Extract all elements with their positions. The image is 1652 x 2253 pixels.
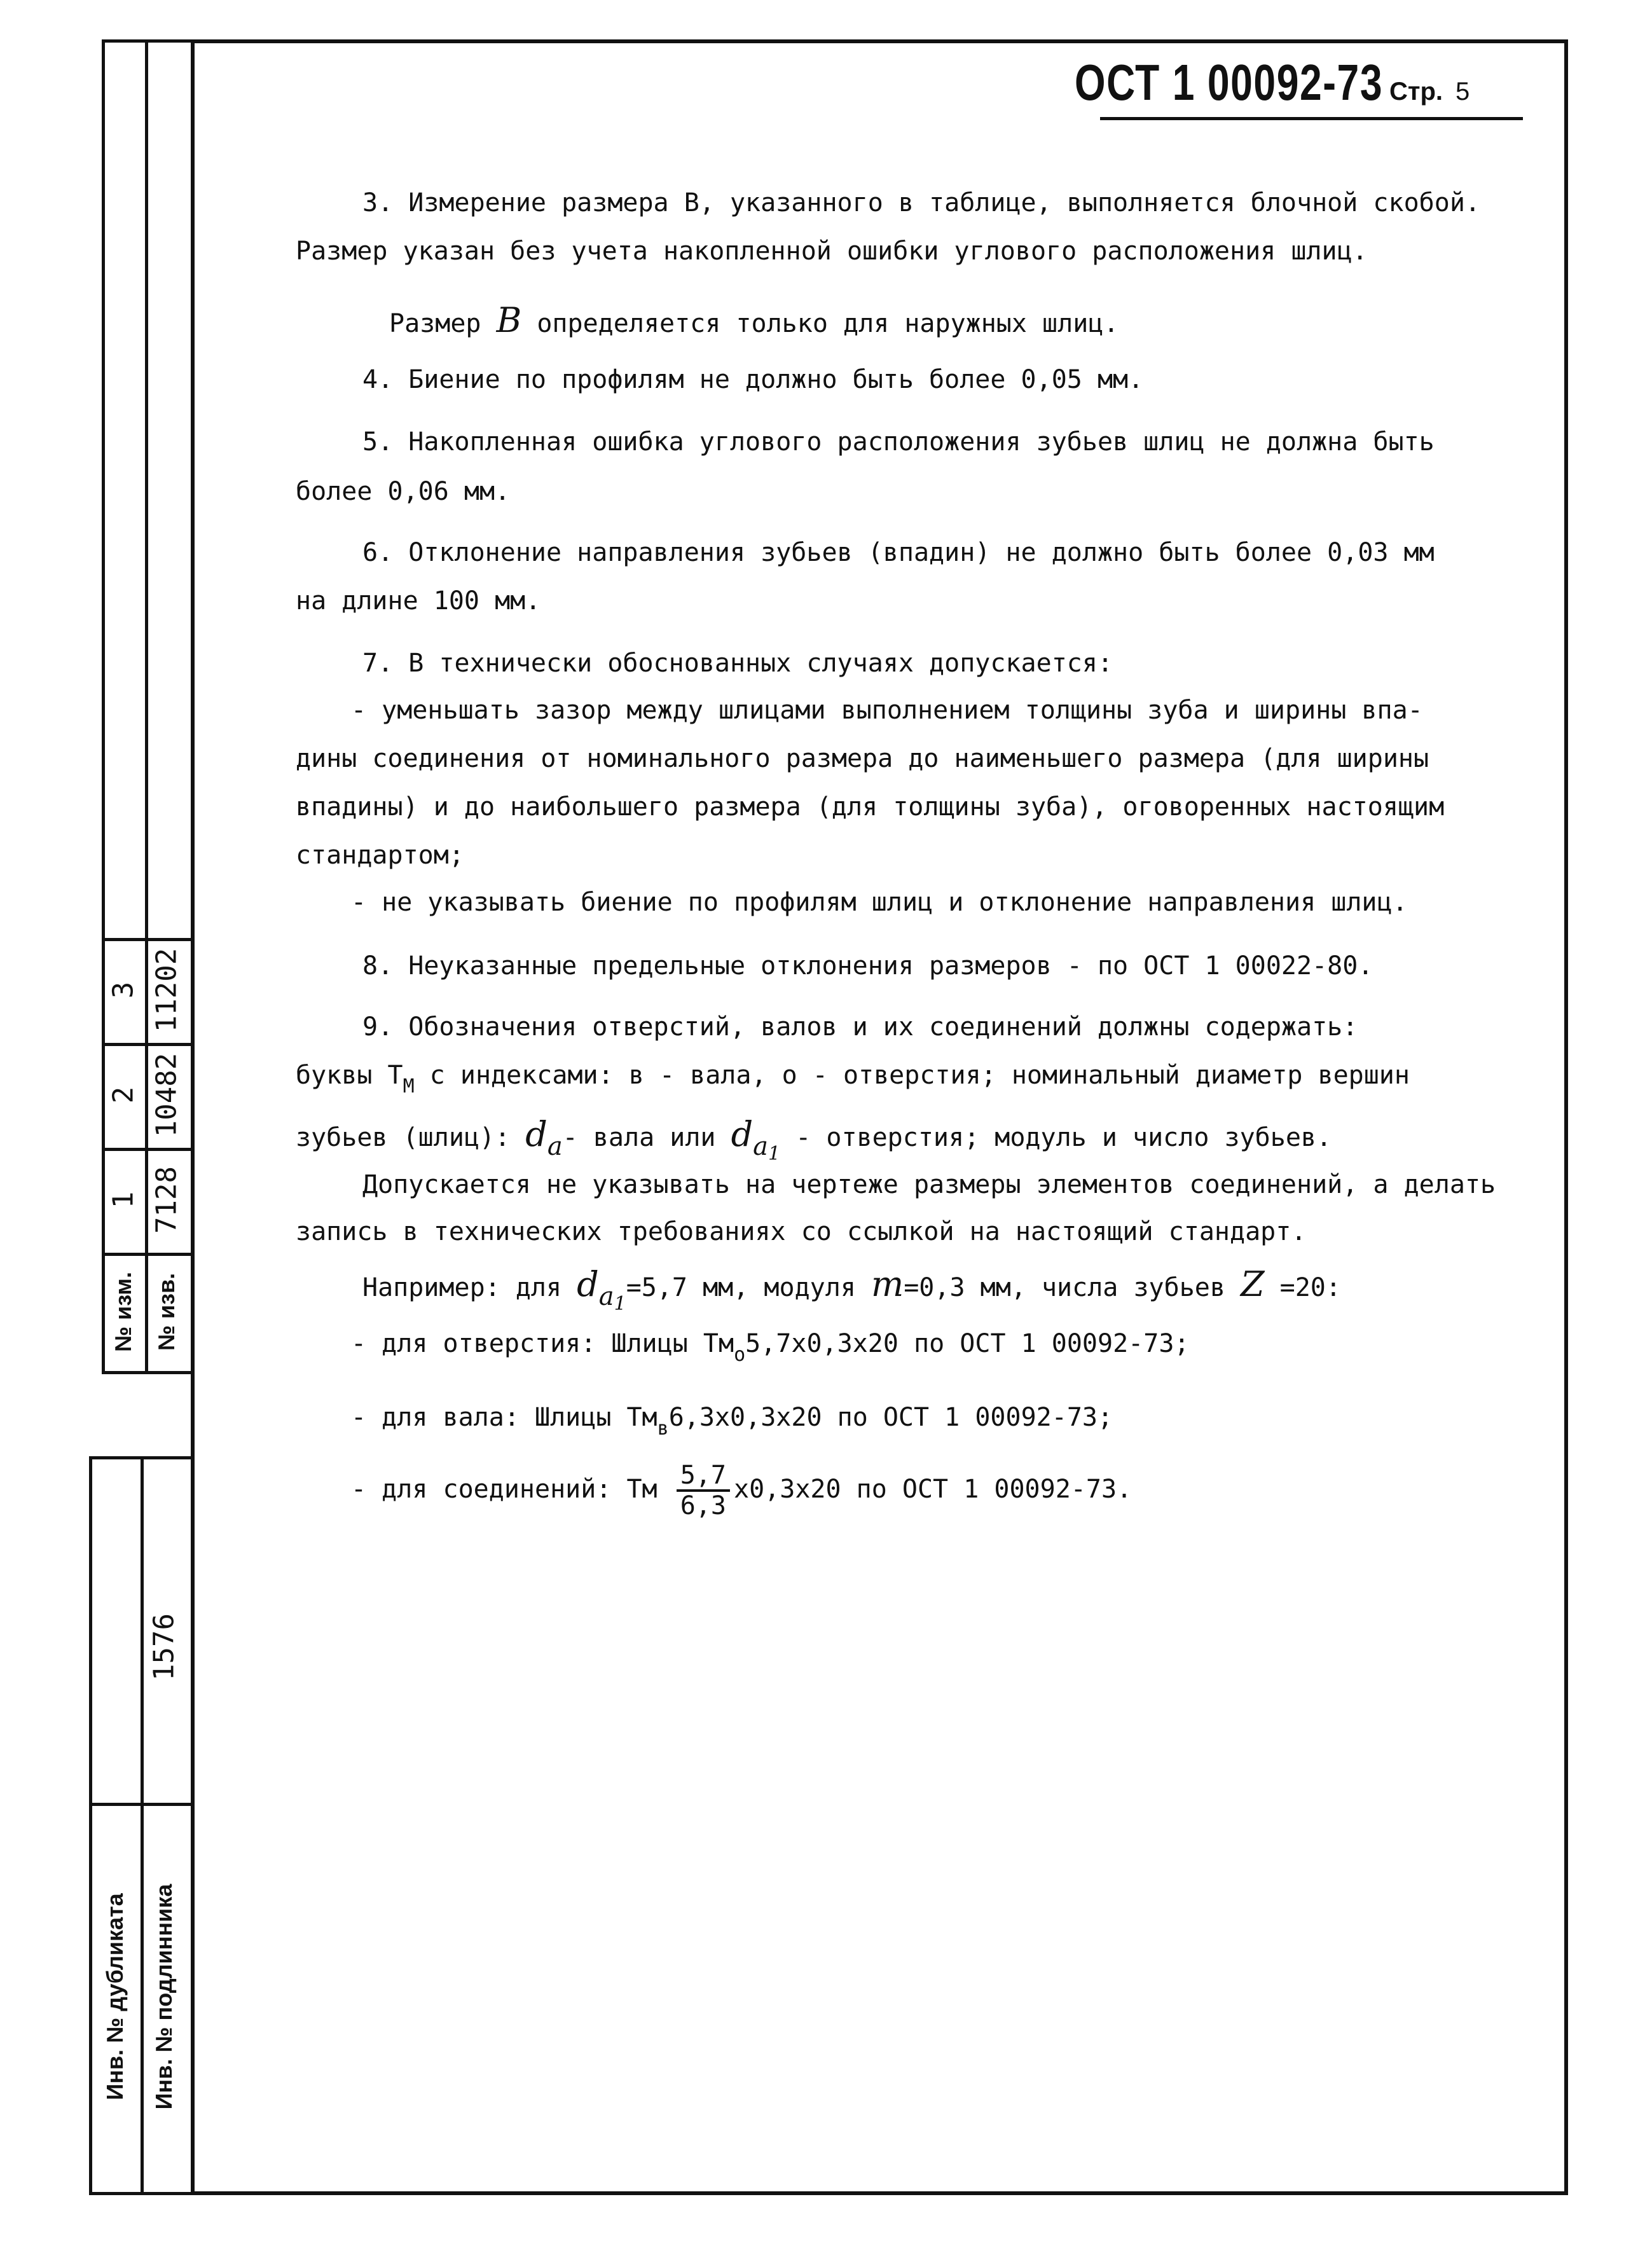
paragraph-3-line-1: 3. Измерение размера В, указанного в таблице, выполняется блочной скобой. xyxy=(362,188,1480,217)
text-run: Например: для xyxy=(362,1273,577,1302)
symbol-a: a xyxy=(753,1132,769,1161)
symbol-d: d xyxy=(525,1114,547,1154)
page-label: Стр. xyxy=(1389,78,1443,106)
stamp-divider xyxy=(141,1459,144,2192)
paragraph-8: 8. Неуказанные предельные отклонения размеров - по ОСТ 1 00022-80. xyxy=(362,951,1373,981)
example-line xyxy=(362,1264,1341,1315)
change-number: 3 xyxy=(107,981,140,999)
text-run: буквы Т xyxy=(296,1061,403,1090)
symbol-m: m xyxy=(871,1264,904,1304)
row-line xyxy=(102,1371,195,1374)
allowed-line-1: Допускается не указывать на чертеже размеры элементов соединений, а делать xyxy=(362,1170,1496,1199)
subscript: о xyxy=(734,1344,746,1366)
text-run: определяется только для наружных шлиц. xyxy=(521,309,1119,338)
paragraph-9-line-2 xyxy=(296,1061,1410,1098)
allowed-line-2: запись в технических требованиях со ссылкой на настоящий стандарт. xyxy=(296,1217,1307,1246)
row-line xyxy=(102,1253,195,1256)
document-code: ОСТ 1 00092-73 xyxy=(1075,54,1384,111)
subscript: М xyxy=(403,1075,415,1098)
symbol-d: d xyxy=(577,1264,599,1304)
paragraph-7-line-6: - не указывать биение по профилям шлиц и отклонение направления шлиц. xyxy=(351,888,1408,917)
page-number-value: 5 xyxy=(1456,78,1470,106)
text-run: - для соединений: Тм xyxy=(351,1475,673,1504)
hole-designation xyxy=(351,1329,1190,1366)
text-run: - для отверстия: Шлицы Тм xyxy=(351,1329,734,1358)
paragraph-9-line-3 xyxy=(296,1114,1332,1165)
strip-divider xyxy=(145,43,148,1371)
text-run: х0,3х20 по ОСТ 1 00092-73. xyxy=(733,1475,1132,1504)
paragraph-6-line-1: 6. Отклонение направления зубьев (впадин) не должно быть более 0,03 мм xyxy=(362,538,1435,567)
paragraph-7-line-1: 7. В технически обоснованных случаях допускается: xyxy=(362,649,1113,678)
paragraph-7-line-3: дины соединения от номинального размера до наименьшего размера (для ширины xyxy=(296,744,1429,773)
paragraph-3-line-2: Размер указан без учета накопленной ошибки углового расположения шлиц. xyxy=(296,237,1368,266)
text-run: - вала или xyxy=(562,1123,731,1152)
paragraph-3-line-3 xyxy=(389,300,1119,340)
text-run: - отверстия; модуль и число зубьев. xyxy=(780,1123,1332,1152)
original-inventory-number: 1576 xyxy=(148,1613,181,1681)
paragraph-5-line-2: более 0,06 мм. xyxy=(296,477,511,506)
paragraph-5-line-1: 5. Накопленная ошибка углового расположения зубьев шлиц не должна быть xyxy=(362,427,1435,457)
paragraph-7-line-5: стандартом; xyxy=(296,841,464,870)
row-line xyxy=(102,1148,195,1151)
symbol-1: 1 xyxy=(614,1293,626,1315)
text-run: с индексами: в - вала, о - отверстия; номинальный диаметр вершин xyxy=(414,1061,1410,1090)
fraction-denominator: 6,3 xyxy=(680,1491,726,1520)
fraction xyxy=(677,1463,730,1519)
duplicate-inventory-label: Инв. № дубликата xyxy=(102,1893,128,2100)
text-run: Размер xyxy=(389,309,497,338)
paragraph-4: 4. Биение по профилям не должно быть более 0,05 мм. xyxy=(362,365,1144,394)
paragraph-7-line-2: - уменьшать зазор между шлицами выполнением толщины зуба и ширины впа- xyxy=(351,696,1423,725)
change-label: № изм. xyxy=(110,1272,136,1352)
shaft-designation xyxy=(351,1403,1113,1440)
paragraph-9-line-1: 9. Обозначения отверстий, валов и их соединений должны содержать: xyxy=(362,1012,1358,1042)
symbol-1: 1 xyxy=(768,1143,781,1165)
text-run: зубьев (шлиц): xyxy=(296,1123,526,1152)
change-number: 2 xyxy=(107,1086,140,1104)
symbol-a: a xyxy=(547,1132,563,1161)
notice-number: 11202 xyxy=(150,947,183,1033)
symbol-b: В xyxy=(496,300,522,340)
original-inventory-label: Инв. № подлинника xyxy=(151,1884,177,2110)
change-number: 1 xyxy=(107,1191,140,1209)
text-run: =0,3 мм, числа зубьев xyxy=(904,1273,1241,1302)
text-run: =20: xyxy=(1264,1273,1341,1302)
symbol-d: d xyxy=(731,1114,754,1154)
symbol-a: a xyxy=(598,1282,614,1311)
row-line xyxy=(102,938,195,941)
text-run: 5,7х0,3х20 по ОСТ 1 00092-73; xyxy=(745,1329,1190,1358)
paragraph-7-line-4: впадины) и до наибольшего размера (для толщины зуба), оговоренных настоящим xyxy=(296,792,1445,822)
symbol-z: Z xyxy=(1241,1264,1265,1304)
fraction-numerator: 5,7 xyxy=(677,1463,730,1492)
subscript: в xyxy=(657,1417,669,1440)
text-run: 6,3х0,3х20 по ОСТ 1 00092-73; xyxy=(668,1403,1113,1432)
notice-number: 7128 xyxy=(150,1166,183,1234)
text-run: =5,7 мм, модуля xyxy=(626,1273,871,1302)
paragraph-6-line-2: на длине 100 мм. xyxy=(296,586,541,616)
stamp-row-line xyxy=(89,1803,195,1806)
joint-designation xyxy=(351,1463,1132,1519)
notice-label: № изв. xyxy=(153,1272,179,1351)
notice-number: 10482 xyxy=(150,1052,183,1138)
text-run: - для вала: Шлицы Тм xyxy=(351,1403,657,1432)
row-line xyxy=(102,1043,195,1046)
